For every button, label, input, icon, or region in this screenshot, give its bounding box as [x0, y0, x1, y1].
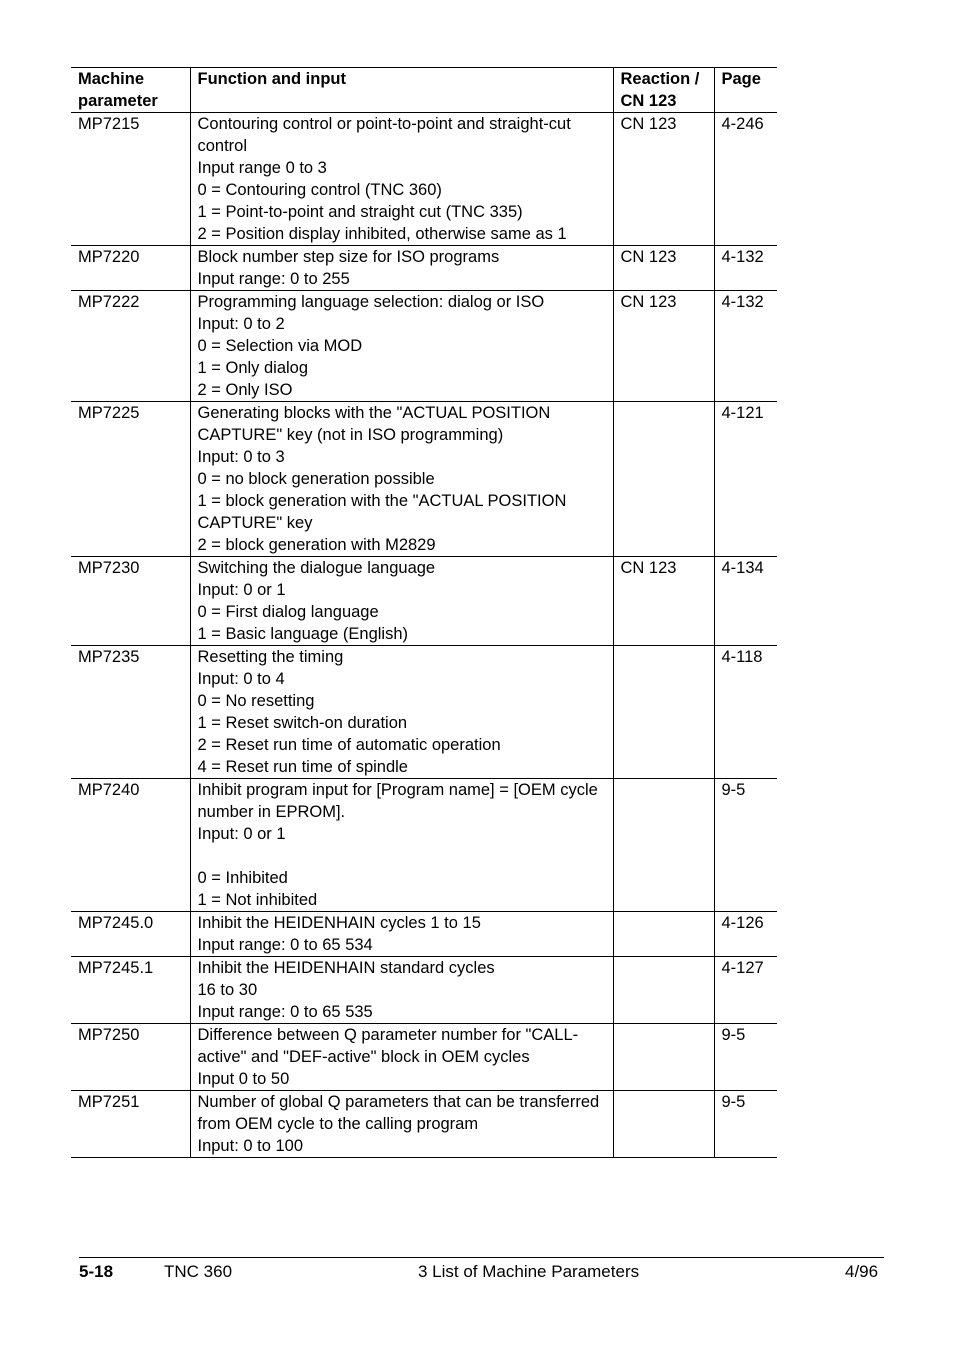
- function-line: 4 = Reset run time of spindle: [197, 758, 408, 776]
- header-reaction: Reaction / CN 123: [613, 68, 714, 113]
- function-and-input-cell: [190, 402, 613, 557]
- machine-parameter-cell: MP7250: [71, 1024, 190, 1091]
- function-and-input-cell: [190, 1091, 613, 1158]
- function-line: 0 = Selection via MOD: [197, 337, 363, 355]
- machine-parameter-cell: MP7230: [71, 557, 190, 646]
- function-line: 1 = Point-to-point and straight cut (TNC 335): [197, 203, 523, 221]
- function-line: 0 = no block generation possible: [197, 470, 435, 488]
- header-function-and-input: Function and input: [190, 68, 613, 113]
- table-header: [71, 68, 777, 113]
- function-and-input-cell: [190, 1024, 613, 1091]
- page-reference-cell: 4-118: [714, 646, 777, 779]
- function-line: 0 = Inhibited: [197, 869, 288, 887]
- function-line: 1 = Not inhibited: [197, 891, 318, 909]
- function-line: Switching the dialogue language: [197, 559, 436, 577]
- function-line: Inhibit program input for [Program name] = [OEM cycle number in EPROM].: [197, 781, 603, 821]
- reaction-cell: [613, 1024, 714, 1091]
- function-line: Input 0 to 50: [197, 1070, 290, 1088]
- page-reference-cell: 9-5: [714, 1091, 777, 1158]
- page-reference-cell: 9-5: [714, 1024, 777, 1091]
- table-row: [71, 1024, 777, 1091]
- function-line: 1 = block generation with the "ACTUAL POSITION CAPTURE" key: [197, 492, 571, 532]
- table-row: [71, 912, 777, 957]
- function-line: Input: 0 to 2: [197, 315, 285, 333]
- footer-rule: [79, 1257, 884, 1258]
- function-line: Number of global Q parameters that can be transferred from OEM cycle to the calling program: [197, 1093, 604, 1133]
- function-line: Input: 0 to 4: [197, 670, 285, 688]
- function-and-input-cell: [190, 779, 613, 912]
- table-row: [71, 557, 777, 646]
- machine-parameter-cell: MP7235: [71, 646, 190, 779]
- reaction-cell: [613, 779, 714, 912]
- reaction-cell: [613, 402, 714, 557]
- table-body: [71, 113, 777, 1158]
- reaction-cell: [613, 957, 714, 1024]
- function-line: 2 = Only ISO: [197, 381, 293, 399]
- function-and-input-cell: [190, 113, 613, 246]
- reaction-cell: CN 123: [613, 113, 714, 246]
- table-row: [71, 291, 777, 402]
- table-row: [71, 646, 777, 779]
- function-line: Input: 0 or 1: [197, 825, 286, 843]
- function-line: 0 = Contouring control (TNC 360): [197, 181, 442, 199]
- table-row: [71, 402, 777, 557]
- page-reference-cell: 4-126: [714, 912, 777, 957]
- reaction-cell: [613, 1091, 714, 1158]
- table-row: [71, 779, 777, 912]
- function-line: 0 = No resetting: [197, 692, 315, 710]
- function-line: Block number step size for ISO programs: [197, 248, 500, 266]
- function-and-input-cell: [190, 957, 613, 1024]
- machine-parameter-cell: MP7251: [71, 1091, 190, 1158]
- table-row: [71, 113, 777, 246]
- function-line: Input range 0 to 3: [197, 159, 327, 177]
- function-line: Input: 0 to 100: [197, 1137, 304, 1155]
- function-line: Input range: 0 to 65 535: [197, 1003, 373, 1021]
- reaction-cell: CN 123: [613, 246, 714, 291]
- function-line: Inhibit the HEIDENHAIN cycles 1 to 15: [197, 914, 481, 932]
- table-row: [71, 1091, 777, 1158]
- machine-parameter-cell: MP7222: [71, 291, 190, 402]
- machine-parameter-cell: MP7220: [71, 246, 190, 291]
- blank-line: [198, 845, 610, 867]
- machine-parameter-cell: MP7245.1: [71, 957, 190, 1024]
- machine-parameter-cell: MP7215: [71, 113, 190, 246]
- machine-parameter-cell: MP7225: [71, 402, 190, 557]
- footer-model: TNC 360: [164, 1262, 233, 1281]
- page-reference-cell: 4-127: [714, 957, 777, 1024]
- function-line: Resetting the timing: [197, 648, 344, 666]
- reaction-cell: CN 123: [613, 291, 714, 402]
- footer-chapter: 3 List of Machine Parameters: [418, 1262, 640, 1281]
- machine-parameter-cell: MP7245.0: [71, 912, 190, 957]
- function-line: Inhibit the HEIDENHAIN standard cycles: [197, 959, 495, 977]
- page-reference-cell: 4-134: [714, 557, 777, 646]
- table-row: [71, 246, 777, 291]
- function-line: Input range: 0 to 255: [197, 270, 350, 288]
- function-line: 1 = Basic language (English): [197, 625, 409, 643]
- function-and-input-cell: [190, 557, 613, 646]
- function-line: 2 = Reset run time of automatic operation: [197, 736, 501, 754]
- page-reference-cell: 4-132: [714, 291, 777, 402]
- footer-date: 4/96: [845, 1262, 879, 1281]
- function-line: 16 to 30: [197, 981, 258, 999]
- function-line: Input: 0 or 1: [197, 581, 286, 599]
- function-line: Contouring control or point-to-point and straight-cut control: [197, 115, 576, 155]
- reaction-cell: [613, 646, 714, 779]
- function-and-input-cell: [190, 912, 613, 957]
- function-line: Input: 0 to 3: [197, 448, 285, 466]
- footer-page-number: 5-18: [79, 1262, 114, 1281]
- function-line: Difference between Q parameter number for "CALL-active" and "DEF-active" block in OEM cycles: [197, 1026, 579, 1066]
- reaction-cell: [613, 912, 714, 957]
- function-and-input-cell: [190, 646, 613, 779]
- machine-parameter-cell: MP7240: [71, 779, 190, 912]
- table-row: [71, 957, 777, 1024]
- function-line: 1 = Only dialog: [197, 359, 309, 377]
- function-line: Input range: 0 to 65 534: [197, 936, 373, 954]
- function-line: 1 = Reset switch-on duration: [197, 714, 408, 732]
- function-line: 2 = Position display inhibited, otherwise same as 1: [197, 225, 567, 243]
- function-line: 0 = First dialog language: [197, 603, 379, 621]
- function-and-input-cell: [190, 291, 613, 402]
- page-reference-cell: 4-132: [714, 246, 777, 291]
- header-machine-parameter: Machine parameter: [71, 68, 190, 113]
- function-line: Programming language selection: dialog or ISO: [197, 293, 545, 311]
- function-line: Generating blocks with the "ACTUAL POSITION CAPTURE" key (not in ISO programming): [197, 404, 555, 444]
- page-reference-cell: 4-121: [714, 402, 777, 557]
- page-reference-cell: 9-5: [714, 779, 777, 912]
- function-and-input-cell: [190, 246, 613, 291]
- reaction-cell: CN 123: [613, 557, 714, 646]
- function-line: 2 = block generation with M2829: [197, 536, 436, 554]
- page-reference-cell: 4-246: [714, 113, 777, 246]
- machine-parameter-table: [71, 67, 777, 1158]
- header-page: Page: [714, 68, 777, 113]
